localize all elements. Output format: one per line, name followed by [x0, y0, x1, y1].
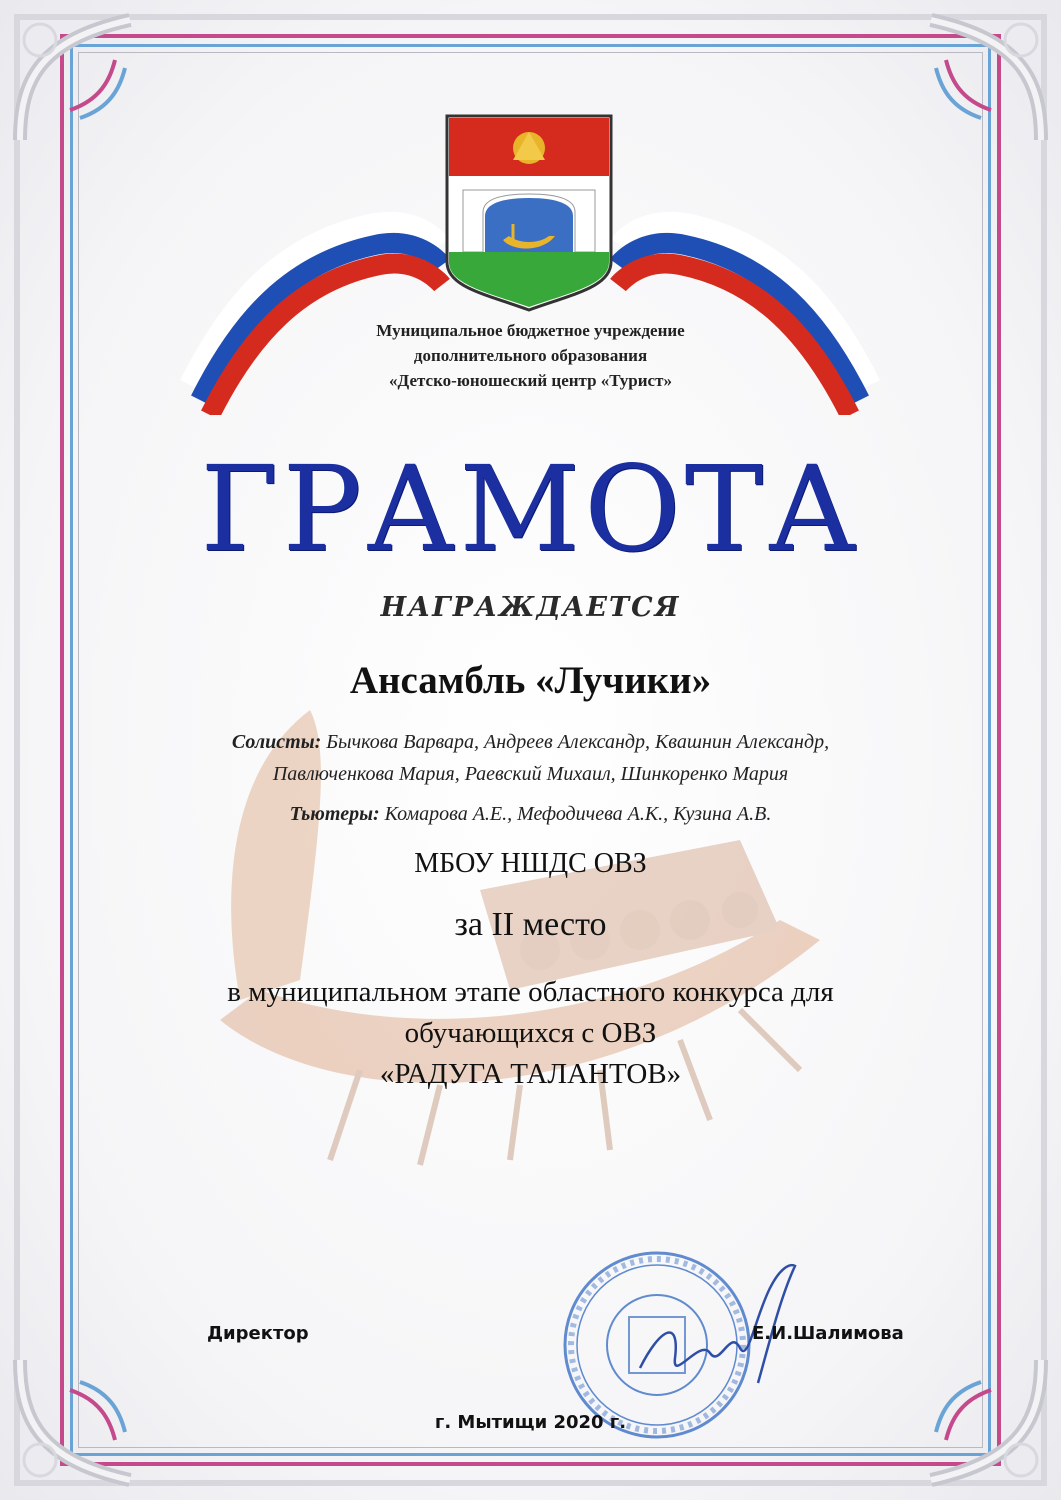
corner-ribbon-icon	[911, 0, 1061, 150]
school-name: МБОУ НШДС ОВЗ	[414, 848, 647, 879]
contest-line: в муниципальном этапе областного конкурса для	[227, 976, 834, 1008]
soloists-label: Солисты:	[231, 731, 322, 753]
tutors-list	[0, 803, 1061, 826]
organization-line: Муниципальное бюджетное учреждение	[376, 321, 685, 340]
ensemble-name: Ансамбль «Лучики»	[349, 659, 712, 702]
soloists-list	[0, 726, 1061, 790]
contest-line: обучающихся с ОВЗ	[404, 1017, 657, 1049]
organization-name	[0, 318, 1061, 393]
organization-line: дополнительного образования	[413, 346, 648, 365]
city-year: г. Мытищи 2020 г.	[434, 1412, 627, 1433]
corner-ribbon-icon	[0, 0, 150, 150]
director-label: Директор	[207, 1323, 309, 1344]
awarded-label: НАГРАЖДАЕТСЯ	[380, 592, 681, 623]
contest-line: «РАДУГА ТАЛАНТОВ»	[379, 1058, 682, 1090]
director-name: Е.И.Шалимова	[752, 1323, 904, 1344]
award-place: за II место	[454, 906, 607, 943]
organization-line: «Детско-юношеский центр «Турист»	[389, 371, 672, 390]
soloists-names: Павлюченкова Мария, Раевский Михаил, Шинкоренко Мария	[272, 763, 789, 785]
soloists-names: Бычкова Варвара, Андреев Александр, Квашнин Александр,	[321, 731, 830, 753]
contest-description	[0, 972, 1061, 1095]
tutors-label: Тьютеры:	[289, 803, 380, 825]
coat-of-arms-icon	[443, 112, 615, 312]
tutors-names: Комарова А.Е., Мефодичева А.К., Кузина А.В.	[379, 803, 772, 825]
certificate-title: ГРАМОТА	[200, 440, 861, 578]
